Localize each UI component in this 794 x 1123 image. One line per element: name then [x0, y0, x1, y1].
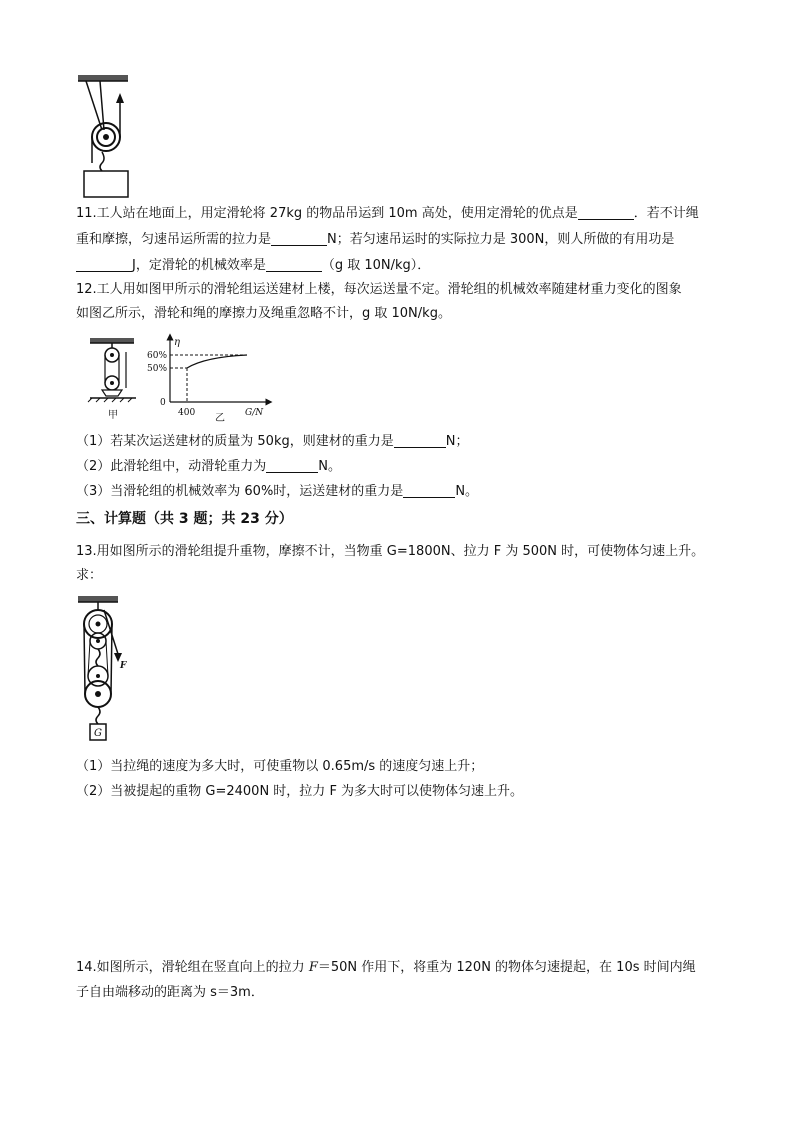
y-tick-50: 50% — [147, 364, 168, 374]
q11-blank-2[interactable] — [271, 229, 327, 246]
q11-blank-4[interactable] — [266, 255, 322, 272]
efficiency-chart-yi — [145, 335, 275, 425]
q11-blank-1[interactable] — [578, 203, 634, 220]
q12-blank-3[interactable] — [403, 481, 455, 498]
x-tick-400: 400 — [178, 408, 196, 418]
q12-line-1: 12.工人用如图甲所示的滑轮组运送建材上楼，每次运送量不定。滑轮组的机械效率随建材重力变化的图象 — [76, 282, 682, 297]
force-F-label: F — [120, 661, 127, 671]
q11-line-2: 重和摩擦，匀速吊运所需的拉力是 N；若匀速吊运时的实际拉力是 300N，则人所做的有用功是 — [76, 227, 674, 253]
q11-line-3: J，定滑轮的机械效率是 （g 取 10N/kg）． — [76, 253, 430, 279]
efficiency-curve — [187, 355, 247, 368]
q12-blank-1[interactable] — [394, 431, 446, 448]
q13-line-1: 13.用如图所示的滑轮组提升重物，摩擦不计，当物重 G=1800N、拉力 F 为 500N 时，可使物体匀速上升。 — [76, 544, 705, 559]
q12-part-1: （1）若某次运送建材的质量为 50kg，则建材的重力是 N； — [76, 429, 468, 455]
label-yi: 乙 — [215, 413, 225, 424]
pulley-system-figure — [72, 596, 142, 746]
x-axis-label: G/N — [245, 408, 264, 418]
q12-part-3: （3）当滑轮组的机械效率为 60%时，运送建材的重力是 N。 — [76, 479, 478, 505]
pulley-block-figure-jia — [84, 338, 144, 423]
q12-line-2: 如图乙所示，滑轮和绳的摩擦力及绳重忽略不计，g 取 10N/kg。 — [76, 306, 451, 321]
q14-force-symbol: F — [308, 960, 318, 975]
q12-blank-2[interactable] — [266, 456, 318, 473]
q14-line-2: 子自由端移动的距离为 s＝3m． — [76, 985, 264, 1000]
y-tick-60: 60% — [147, 351, 168, 361]
fixed-pulley-figure — [78, 75, 138, 200]
q13-line-2: 求： — [76, 568, 103, 583]
q13-part-2: （2）当被提起的重物 G=2400N 时，拉力 F 为多大时可以使物体匀速上升。 — [76, 784, 524, 799]
q14-line-1: 14.如图所示，滑轮组在竖直向上的拉力 F＝50N 作用下，将重为 120N 的物体匀速提起，在 10s 时间内绳 — [76, 960, 696, 975]
q12-part-2: （2）此滑轮组中，动滑轮重力为 N。 — [76, 454, 341, 480]
weight-G-label: G — [94, 728, 102, 739]
q11-blank-3[interactable] — [76, 255, 132, 272]
label-jia: 甲 — [108, 410, 118, 421]
section-3-heading: 三、计算题（共 3 题；共 23 分） — [76, 511, 293, 527]
q13-part-1: （1）当拉绳的速度为多大时，可使重物以 0.65m/s 的速度匀速上升； — [76, 759, 484, 774]
y-axis-label: η — [174, 337, 180, 348]
origin-label: 0 — [160, 398, 166, 408]
q11-line-1: 11.工人站在地面上，用定滑轮将 27kg 的物品吊运到 10m 高处，使用定滑轮的优点是 ．若不计绳 — [76, 201, 699, 227]
